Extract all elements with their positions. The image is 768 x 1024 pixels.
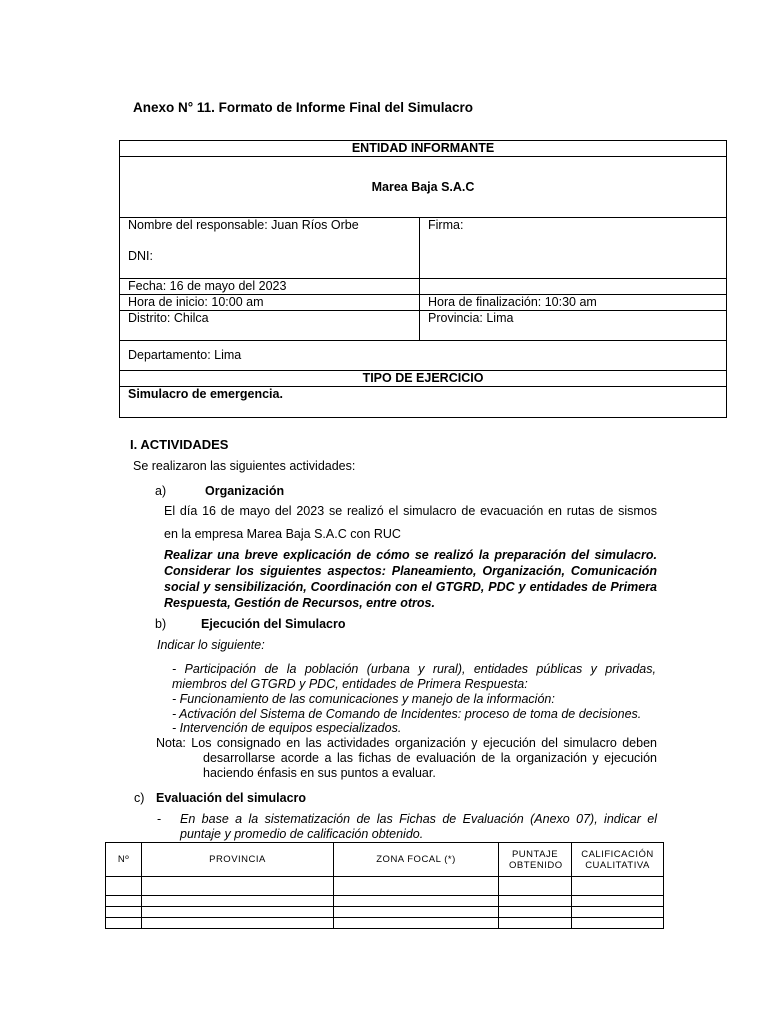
firma-label: Firma:	[420, 218, 727, 279]
item-c-marker: c)	[134, 791, 145, 805]
table-row	[106, 918, 664, 929]
item-a-title: Organización	[205, 484, 285, 498]
col-header-calificacion: CALIFICACIÓN CUALITATIVA	[572, 843, 664, 877]
nota-line: Nota: Los consignado en las actividades organización y ejecución del simulacro deben	[156, 736, 657, 750]
item-a-marker: a)	[155, 484, 167, 498]
table-cell	[499, 907, 572, 918]
table-cell	[572, 877, 664, 896]
tipo-value: Simulacro de emergencia.	[120, 387, 727, 418]
table-cell	[106, 918, 142, 929]
responsable-cell	[120, 218, 420, 279]
table-cell	[572, 918, 664, 929]
document-title: Anexo N° 11. Formato de Informe Final del Simulacro	[133, 100, 473, 115]
evaluation-table	[105, 842, 664, 929]
fecha-empty-cell	[420, 279, 727, 295]
fecha-label: Fecha: 16 de mayo del 2023	[120, 279, 420, 295]
table-row	[106, 896, 664, 907]
tipo-header: TIPO DE EJERCICIO	[120, 371, 727, 387]
evaluacion-text: En base a la sistematización de las Fichas de Evaluación (Anexo 07), indicar el puntaje y promedio de calificación obtenido.	[180, 812, 657, 841]
table-cell	[334, 907, 499, 918]
evaluation-header-row	[106, 843, 664, 877]
ejecucion-item-1: - Participación de la población (urbana y rural), entidades públicas y privadas, miembros del GTGRD y PDC, entidades de Primera Respuesta:	[172, 662, 656, 691]
table-cell	[334, 896, 499, 907]
col-header-numero: Nº	[106, 843, 142, 877]
ejecucion-item-2: - Funcionamiento de las comunicaciones y manejo de la información:	[172, 692, 555, 706]
ejecucion-intro: Indicar lo siguiente:	[157, 638, 265, 652]
table-row	[106, 907, 664, 918]
table-cell	[106, 896, 142, 907]
evaluacion-dash: -	[157, 812, 162, 826]
hora-fin-label: Hora de finalización: 10:30 am	[420, 295, 727, 311]
departamento-label: Departamento: Lima	[120, 341, 727, 371]
col-header-puntaje: PUNTAJE OBTENIDO	[499, 843, 572, 877]
table-row	[106, 877, 664, 896]
table-cell	[572, 896, 664, 907]
item-b-marker: b)	[155, 617, 167, 631]
col-header-zona-focal: ZONA FOCAL (*)	[334, 843, 499, 877]
table-cell	[106, 907, 142, 918]
dni-label: DNI:	[128, 249, 153, 263]
organizacion-line-1: El día 16 de mayo del 2023 se realizó el simulacro de evacuación en rutas de sismos	[164, 504, 657, 518]
table-cell	[334, 877, 499, 896]
distrito-label: Distrito: Chilca	[120, 311, 420, 341]
nota-continuation: desarrollarse acorde a las fichas de evaluación de la organización y ejecución haciendo énfasis en sus puntos a evaluar.	[203, 751, 657, 780]
entidad-nombre: Marea Baja S.A.C	[120, 157, 727, 218]
ejecucion-item-4: - Intervención de equipos especializados.	[172, 721, 402, 735]
organizacion-instructions: Realizar una breve explicación de cómo se realizó la preparación del simulacro. Considerar los siguientes aspectos: Planeamiento, Organización, Comunicación social y sensibilización, Coordinación con el GTGRD, PDC y entidades de Primera Respuesta, Gestión de Recursos, entre otros.	[164, 548, 657, 610]
responsable-label: Nombre del responsable: Juan Ríos Orbe	[128, 218, 359, 232]
actividades-intro: Se realizaron las siguientes actividades:	[133, 459, 356, 473]
table-cell	[499, 896, 572, 907]
organizacion-line-2: en la empresa Marea Baja S.A.C con RUC	[164, 527, 401, 541]
table-cell	[142, 877, 334, 896]
entidad-header: ENTIDAD INFORMANTE	[120, 141, 727, 157]
table-cell	[142, 918, 334, 929]
table-cell	[499, 918, 572, 929]
entidad-table	[119, 140, 727, 418]
section-heading-actividades: I. ACTIVIDADES	[130, 437, 229, 452]
table-cell	[106, 877, 142, 896]
table-cell	[499, 877, 572, 896]
provincia-label: Provincia: Lima	[420, 311, 727, 341]
table-cell	[334, 918, 499, 929]
table-cell	[142, 907, 334, 918]
table-cell	[142, 896, 334, 907]
hora-inicio-label: Hora de inicio: 10:00 am	[120, 295, 420, 311]
item-c-title: Evaluación del simulacro	[156, 791, 307, 805]
item-b-title: Ejecución del Simulacro	[201, 617, 346, 631]
table-cell	[572, 907, 664, 918]
ejecucion-item-3: - Activación del Sistema de Comando de Incidentes: proceso de toma de decisiones.	[172, 707, 642, 721]
col-header-provincia: PROVINCIA	[142, 843, 334, 877]
